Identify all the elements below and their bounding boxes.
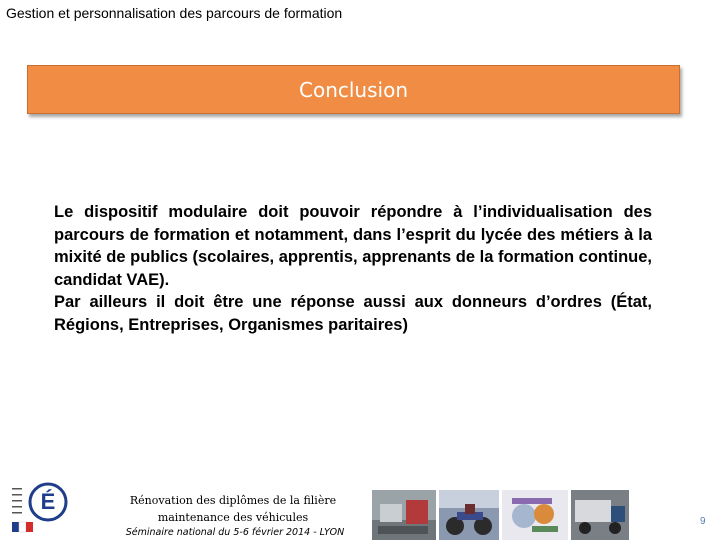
footer-title-line-1: Rénovation des diplômes de la filière <box>129 494 337 507</box>
body-paragraph-1: Le dispositif modulaire doit pouvoir répondre à l’individualisation des parcours de formation et notamment, dans l’esprit du lycée des métiers à la mixité de publics (scolaires, apprentis, apprenants de la formation continue, candidat VAE). <box>54 203 652 289</box>
truck-photo-icon <box>571 490 629 540</box>
banner-title: Conclusion <box>299 77 408 102</box>
motorcycle-photo-icon <box>439 490 499 540</box>
engine-diagram-photo-icon <box>502 490 568 540</box>
footer-seminar-subtitle: Séminaire national du 5-6 février 2014 - LYON <box>125 527 345 538</box>
footer-title <box>108 492 358 526</box>
body-paragraph-2: Par ailleurs il doit être une réponse aussi aux donneurs d’ordres (État, Régions, Entreprises, Organismes paritaires) <box>54 293 652 334</box>
footer-photo-strip <box>372 490 692 540</box>
svg-text:É: É <box>40 489 56 514</box>
page-number: 9 <box>700 516 706 527</box>
ministry-education-logo-icon <box>10 478 68 538</box>
workshop-photo-icon <box>372 490 436 540</box>
slide-header-title: Gestion et personnalisation des parcours de formation <box>6 5 343 21</box>
footer-title-line-2: maintenance des véhicules <box>157 511 309 524</box>
slide-body <box>54 201 652 336</box>
conclusion-banner <box>27 65 680 114</box>
